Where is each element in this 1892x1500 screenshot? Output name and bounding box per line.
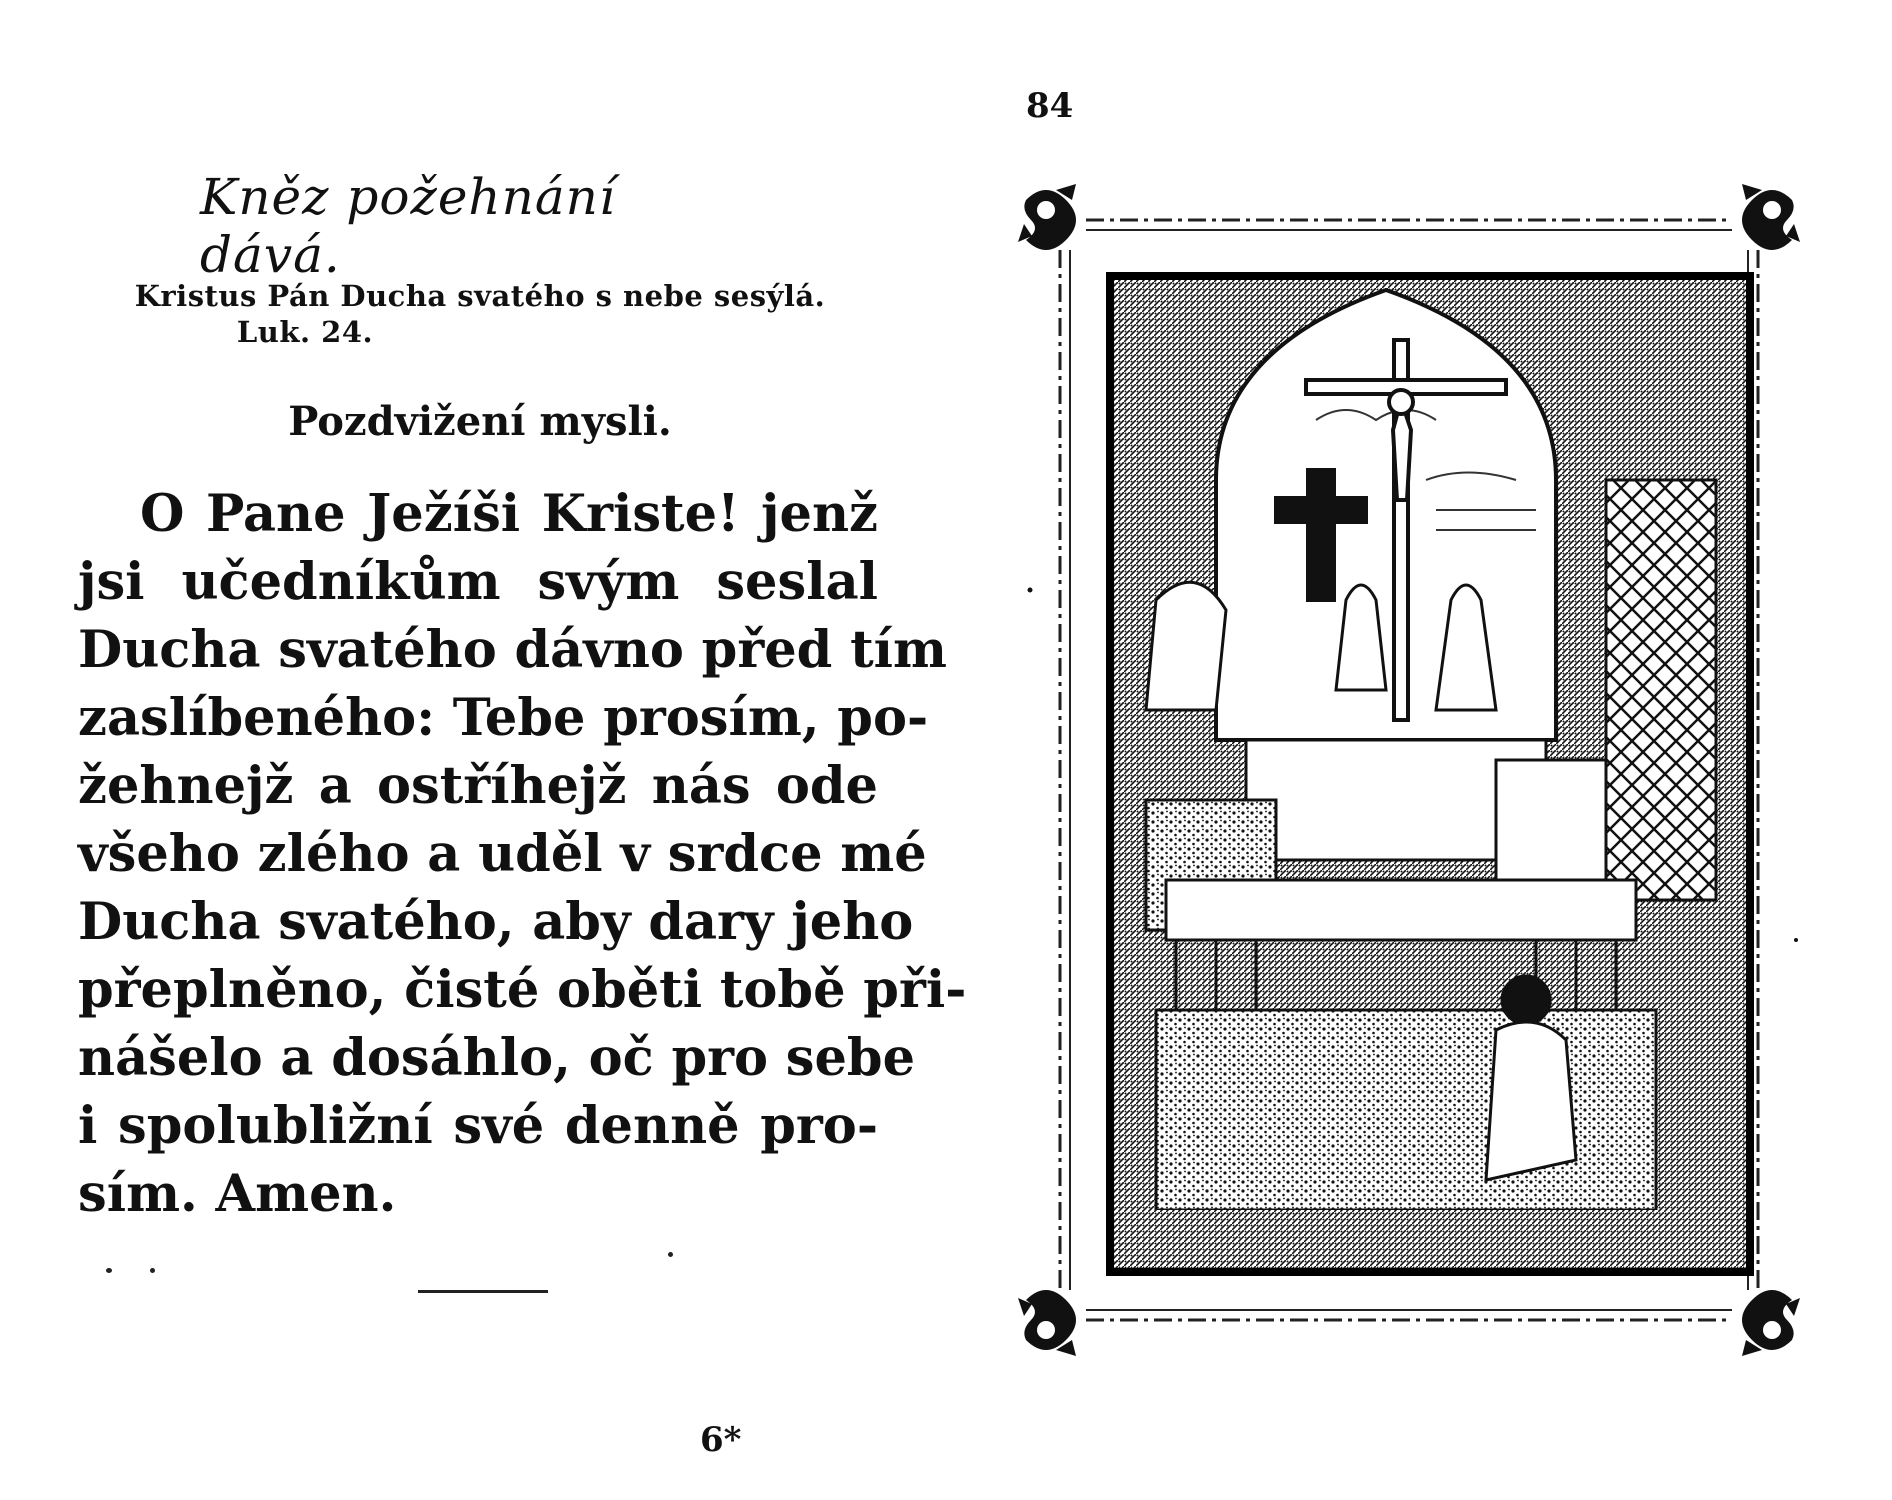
corner-ornament-icon bbox=[1018, 184, 1076, 250]
prayer-line: jsi učedníkům svým seslal bbox=[78, 552, 878, 612]
ink-speck bbox=[150, 1268, 155, 1273]
corner-ornament-icon bbox=[1742, 1290, 1800, 1356]
prayer-line: i spolubližní své denně pro- bbox=[78, 1096, 878, 1156]
prayer-text bbox=[78, 480, 967, 1228]
subtitle-line-1: Kristus Pán Ducha svatého s nebe sesýlá. bbox=[134, 279, 826, 313]
illustration-frame bbox=[1016, 180, 1802, 1360]
corner-ornament-icon bbox=[1742, 184, 1800, 250]
right-page bbox=[946, 0, 1892, 1500]
prayer-line: O Pane Ježíši Kriste! jenž bbox=[140, 484, 878, 544]
page-number: 84 bbox=[1026, 86, 1074, 126]
prayer-line: Ducha svatého dávno před tím bbox=[78, 620, 947, 680]
prayer-line: všeho zlého a uděl v srdce mé bbox=[78, 824, 927, 884]
end-rule bbox=[418, 1290, 548, 1293]
ink-speck bbox=[106, 1268, 112, 1273]
prayer-line: sím. Amen. bbox=[78, 1164, 397, 1224]
prayer-line: Ducha svatého, aby dary jeho bbox=[78, 892, 914, 952]
prayer-line: žehnejž a ostříhejž nás ode bbox=[78, 756, 878, 816]
ink-speck bbox=[668, 1252, 673, 1257]
prayer-line: přeplněno, čisté oběti tobě při- bbox=[78, 960, 967, 1020]
scripture-subtitle bbox=[100, 278, 860, 350]
crucifixion-altar-engraving-icon bbox=[1110, 276, 1750, 1272]
prayer-heading: Pozdvižení mysli. bbox=[288, 398, 672, 445]
prayer-line: zaslíbeného: Tebe prosím, po- bbox=[78, 688, 929, 748]
signature-mark: 6* bbox=[700, 1420, 742, 1460]
prayer-line: nášelo a dosáhlo, oč pro sebe bbox=[78, 1028, 916, 1088]
subtitle-line-2: Luk. 24. bbox=[236, 315, 374, 349]
corner-ornament-icon bbox=[1018, 1290, 1076, 1356]
section-title: Kněz požehnání dává. bbox=[200, 168, 616, 284]
